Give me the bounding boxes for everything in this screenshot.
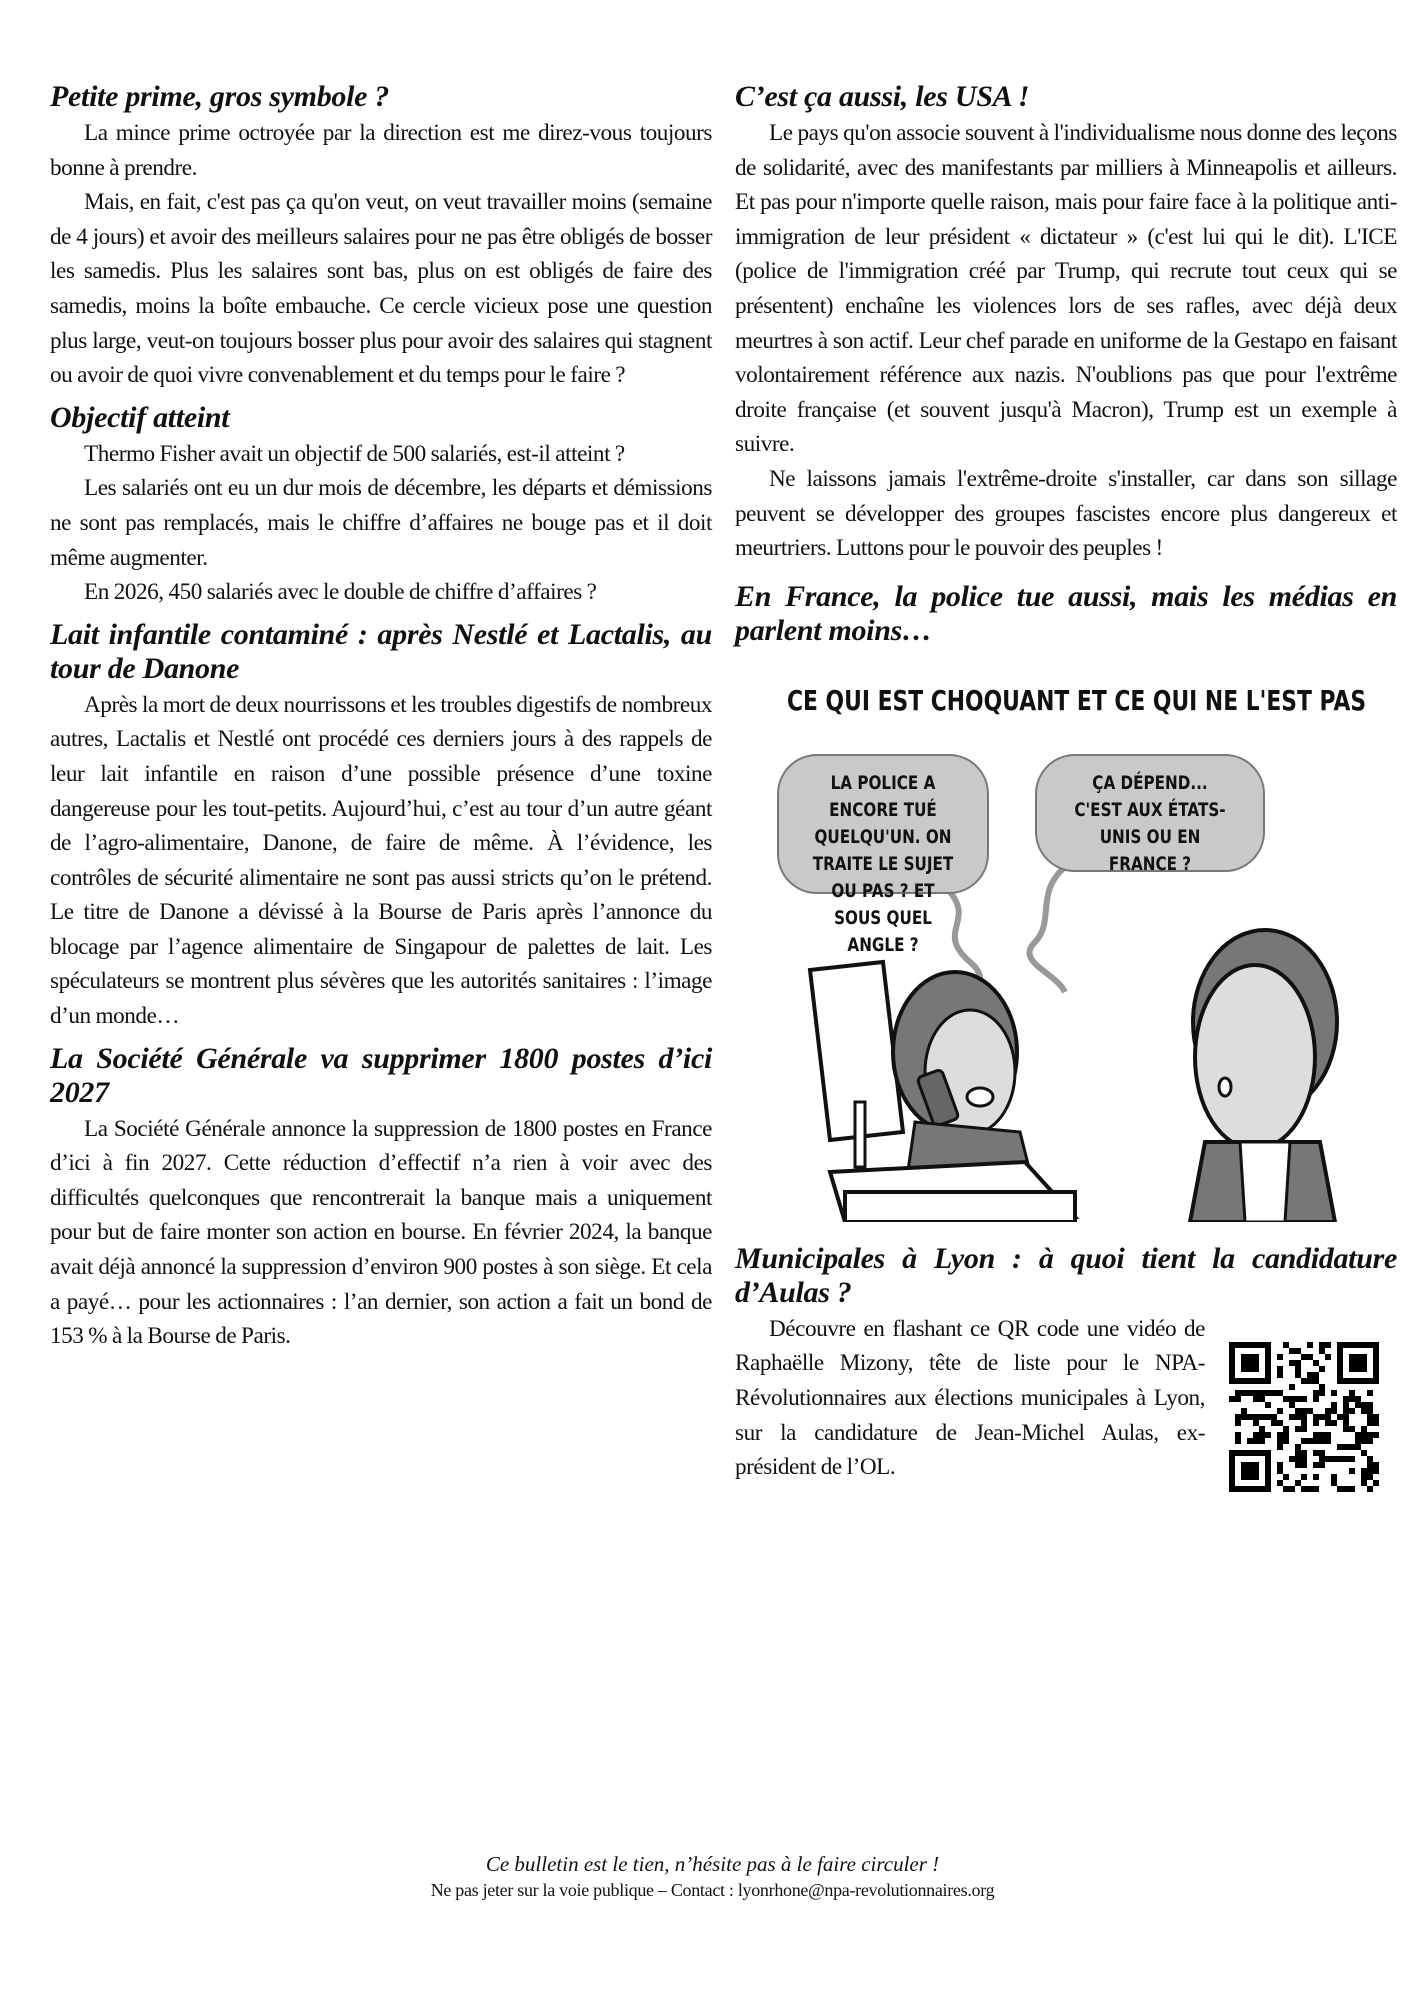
article-petite-prime	[50, 80, 712, 393]
footer-contact: Ne pas jeter sur la voie publique – Contact : lyonrhone@npa-revolutionnaires.org	[430, 1880, 995, 1900]
article-paragraph: Après la mort de deux nourrissons et les troubles digestifs de nombreux autres, Lactalis et Nestlé ont procédé ces derniers jours à des rappels de leur lait infantile en raison d’une possible présence d’une toxine dangereuse pour les tout-petits. Aujourd’hui, c’est au tour d’un autre géant de l’agro-alimentaire, Danone, de faire de même. À l’évidence, les contrôles de sécurité alimentaire ne sont pas aussi stricts qu’on le prétend. Le titre de Danone a dévissé à la Bourse de Paris après l’annonce du blocage par l’agence alimentaire de Singapour de palettes de lait. Les spéculateurs se montrent plus sévères que les autorités sanitaires : l’image d’un monde…	[50, 691, 712, 1030]
article-objectif-atteint	[50, 401, 712, 610]
qr-section	[735, 1312, 1397, 1485]
article-paragraph: La Société Générale annonce la suppression de 1800 postes en France d’ici à fin 2027. Cette réduction d’effectif n’a rien à voir avec des difficultés quelconques que rencontrerait la banque mais a uniquement pour but de faire monter son action en bourse. En février 2024, la banque avait déjà annoncé la suppression d’environ 900 postes à son siège. Et cela a payé… pour les actionnaires : l’an dernier, son action a fait un bond de 153 % à la Bourse de Paris.	[50, 1115, 712, 1350]
article-municipales-lyon	[735, 1242, 1397, 1485]
article-paragraph: En 2026, 450 salariés avec le double de chiffre d’affaires ?	[84, 579, 597, 606]
article-paragraph: Mais, en fait, c'est pas ça qu'on veut, on veut travailler moins (semaine de 4 jours) et avoir des meilleurs salaires pour ne pas être obligés de bosser les samedis. Plus les salaires sont bas, plus on est obligés de faire des samedis, moins la boîte embauche. Ce cercle vicieux pose une question plus large, veut-on toujours bosser plus pour avoir des salaires qui stagnent ou avoir de quoi vivre convenablement et du temps pour le faire ?	[50, 189, 712, 389]
desk-front	[845, 1192, 1075, 1222]
right-column	[735, 80, 1397, 1493]
qr-code-icon[interactable]	[1229, 1342, 1379, 1492]
footer-tagline: Ce bulletin est le tien, n’hésite pas à le faire circuler !	[485, 1852, 940, 1876]
speech-bubble-right	[1035, 754, 1265, 875]
speech-bubble-left-text: LA POLICE A ENCORE TUÉ QUELQU'UN. ON TRAITE LE SUJET OU PAS ? ET SOUS QUEL ANGLE ?	[812, 771, 954, 956]
article-title: Petite prime, gros symbole ?	[50, 80, 390, 113]
left-column	[50, 80, 712, 1362]
article-title: C’est ça aussi, les USA !	[735, 80, 1030, 113]
article-usa	[735, 80, 1397, 566]
speech-bubble-right-text: ÇA DÉPEND... C'EST AUX ÉTATS-UNIS OU EN FRANCE ?	[1074, 771, 1226, 875]
article-paragraph: Thermo Fisher avait un objectif de 500 salariés, est-il atteint ?	[84, 440, 625, 467]
footer	[0, 1850, 1425, 1902]
woman-mouth	[967, 1088, 993, 1106]
speech-bubble-left	[777, 754, 989, 956]
bubble-tail-right	[1029, 867, 1065, 992]
man-mouth	[1219, 1078, 1231, 1096]
cartoon-illustration	[735, 662, 1397, 1222]
article-title: Municipales à Lyon : à quoi tient la candidature d’Aulas ?	[735, 1241, 1397, 1309]
article-paragraph: Les salariés ont eu un dur mois de décembre, les départs et démissions ne sont pas remplacés, mais le chiffre d’affaires ne bouge pas et il doit même augmenter.	[50, 475, 712, 571]
article-paragraph: Découvre en flashant ce QR code une vidéo de Raphaëlle Mizony, tête de liste pour le NPA-Révolutionnaires aux élections municipales à Lyon, sur la candidature de Jean-Michel Aulas, ex-président de l’OL.	[735, 1315, 1205, 1481]
article-title: Lait infantile contaminé : après Nestlé et Lactalis, au tour de Danone	[50, 617, 712, 685]
article-paragraph: Le pays qu'on associe souvent à l'individualisme nous donne des leçons de solidarité, avec des manifestants par milliers à Minneapolis et ailleurs. Et pas pour n'importe quelle raison, mais pour faire face à la politique anti-immigration de leur président « dictateur » (c'est lui qui le dit). L'ICE (police de l'immigration créé par Trump, qui recrute tout ceux qui se présentent) enchaîne les violences lors de ses rafles, avec déjà deux meurtres à son actif. Leur chef parade en uniforme de la Gestapo en faisant volontairement référence aux nazis. N'oublions pas que pour l'extrême droite française (et souvent jusqu'à Macron), Trump est un exemple à suivre.	[735, 120, 1397, 458]
cartoon-title: CE QUI EST CHOQUANT ET CE QUI NE L'EST PAS	[787, 683, 1367, 717]
article-lait-infantile	[50, 618, 712, 1034]
article-paragraph: Ne laissons jamais l'extrême-droite s'installer, car dans son sillage peuvent se développer des groupes fascistes encore plus dangereux et meurtriers. Luttons pour le pouvoir des peuples !	[735, 465, 1397, 562]
monitor-stand	[855, 1102, 865, 1167]
article-societe-generale	[50, 1042, 712, 1354]
article-title: La Société Générale va supprimer 1800 postes d’ici 2027	[50, 1041, 712, 1109]
man-shirt	[1240, 1142, 1290, 1222]
article-title: Objectif atteint	[50, 400, 230, 434]
man-face	[1195, 965, 1315, 1149]
article-paragraph: La mince prime octroyée par la direction est me direz-vous toujours bonne à prendre.	[50, 120, 712, 181]
article-title: En France, la police tue aussi, mais les médias en parlent moins…	[735, 579, 1397, 647]
article-police-france	[735, 580, 1397, 648]
